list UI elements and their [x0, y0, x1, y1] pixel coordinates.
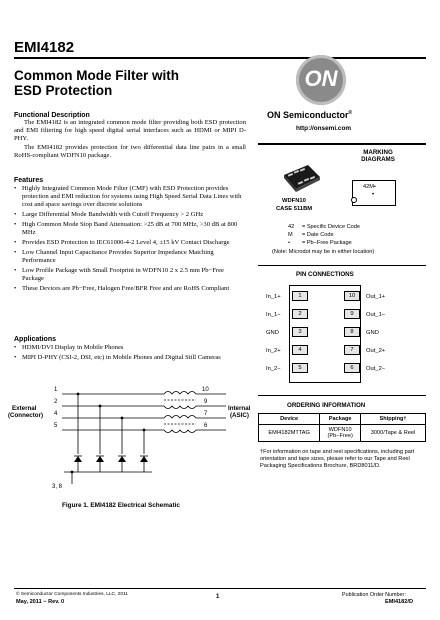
pin-label-right: 9 [204, 399, 208, 405]
package-cell-2: (Pb−Free) [327, 433, 353, 439]
device-cell: EMI4182MTTAG [259, 425, 320, 442]
brand-name [267, 110, 352, 120]
internal-label: Internal [228, 405, 251, 412]
pin-right-name: Out_2− [366, 366, 386, 372]
legend-value: = Pb−Free Package [302, 240, 352, 246]
legend-row [288, 239, 360, 247]
title-line-1: Common Mode Filter with [14, 68, 179, 83]
pin-right-num: 7 [344, 345, 360, 355]
pin-label-right: 6 [204, 423, 208, 429]
mark-dot: • [372, 192, 375, 198]
package-case: CASE 511BM [276, 206, 313, 212]
pin-label-left: 5 [54, 423, 58, 429]
pin-right-num: 10 [344, 291, 360, 301]
marking-diagram [352, 180, 396, 206]
marking-rule [258, 265, 426, 266]
pin-left-num: 2 [292, 309, 308, 319]
title-line-2: ESD Protection [14, 83, 113, 98]
reg-mark: ® [348, 110, 353, 116]
footer-pub-num: EMI4182/D [385, 599, 413, 605]
pin-label-left: 4 [54, 411, 58, 417]
legend-row [288, 223, 360, 231]
footer-page: 1 [216, 594, 220, 600]
figure-caption: Figure 1. EMI4182 Electrical Schematic [62, 502, 180, 509]
document-title [14, 68, 179, 98]
footer-date: May, 2011 − Rev. 0 [16, 599, 65, 605]
pin-right-num: 8 [344, 327, 360, 337]
pin-right-name: Out_2+ [366, 348, 386, 354]
feature-item: • Large Differential Mode Bandwidth with Cutoff Frequency > 2 GHz [14, 211, 246, 219]
applications-list [14, 344, 246, 362]
pin-left-name: In_2− [266, 366, 281, 372]
pin-left-name: In_1+ [266, 294, 281, 300]
pin-left-name: In_1− [266, 312, 281, 318]
col-shipping: Shipping† [361, 414, 426, 425]
pin-right-name: Out_1− [366, 312, 386, 318]
pin-right-name: Out_1+ [366, 294, 386, 300]
pins-heading: PIN CONNECTIONS [296, 271, 354, 278]
electrical-schematic [8, 380, 252, 510]
pin-label-left: 2 [54, 399, 58, 405]
external-label-2: (Connector) [8, 412, 44, 419]
pin-label-right: 7 [204, 411, 208, 417]
on-logo-text: ON [304, 66, 338, 91]
pin-left-num: 4 [292, 345, 308, 355]
package-name: WDFN10 [282, 198, 306, 204]
pin-label-right: 10 [202, 387, 209, 393]
legend-key: • [288, 240, 290, 246]
functional-heading: Functional Description [14, 112, 90, 119]
pins-rule [258, 395, 426, 396]
features-heading: Features [14, 177, 44, 184]
legend-key: 42 [288, 224, 295, 230]
col-package: Package [320, 414, 361, 425]
ordering-heading: ORDERING INFORMATION [287, 402, 366, 409]
application-item: • HDMI/DVI Display in Mobile Phones [14, 344, 246, 352]
header-rule [14, 57, 426, 59]
mark-code: 42M• [363, 184, 376, 190]
pin-row [266, 324, 416, 342]
brand-text: ON Semiconductor [267, 110, 349, 120]
marking-heading-2: DIAGRAMS [361, 156, 395, 163]
pin-label-left: 1 [54, 387, 58, 393]
legend-row [288, 231, 360, 239]
pin-row [266, 306, 416, 324]
pin-row [266, 360, 416, 378]
feature-item: • Low Profile Package with Small Footprint in WDFN10 2 x 2.5 mm Pb−Free Package [14, 267, 246, 283]
feature-item: • These Devices are Pb−Free, Halogen Free/BFR Free and are RoHS Compliant [14, 285, 246, 293]
pin1-indicator [351, 197, 357, 203]
logo-rule [258, 143, 426, 145]
pin-row [266, 288, 416, 306]
pin-right-num: 9 [344, 309, 360, 319]
on-logo [296, 55, 346, 105]
external-label: External [12, 405, 37, 412]
ground-pins-label: 3, 8 [52, 484, 63, 490]
legend-value: = Date Code [302, 232, 334, 238]
internal-label-2: (ASIC) [230, 412, 249, 419]
footer-copyright: © Semiconductor Components Industries, LLC, 2011 [16, 592, 128, 597]
footer-rule [14, 588, 426, 589]
applications-heading: Applications [14, 336, 57, 343]
feature-item: • Provides ESD Protection to IEC61000-4-2 Level 4, ±15 kV Contact Discharge [14, 239, 246, 247]
pin-left-num: 3 [292, 327, 308, 337]
functional-p1: The EMI4182 is an integrated common mode filter providing both ESD protection and EMI filtering for high speed digital serial interfaces such as HDMI or MIPI D-PHY. [14, 119, 246, 143]
pin-row [266, 342, 416, 360]
applications-section [14, 336, 246, 364]
part-number: EMI4182 [14, 39, 75, 56]
footer-pub-label: Publication Order Number: [342, 592, 406, 598]
ordering-table [258, 413, 426, 442]
package-cell-1: WDFN10 [328, 427, 352, 433]
marking-heading [348, 149, 408, 163]
pin-left-num: 1 [292, 291, 308, 301]
marking-note: (Note: Microdot may be in either location) [272, 249, 375, 255]
marking-heading-1: MARKING [363, 149, 393, 156]
feature-item: • Low Channel Input Capacitance Provides Superior Impedance Matching Performance [14, 249, 246, 265]
legend-value: = Specific Device Code [302, 224, 360, 230]
pin-right-name: GND [366, 330, 379, 336]
ordering-row [259, 425, 426, 442]
shipping-cell: 3000/Tape & Reel [361, 425, 426, 442]
ordering-header-row [259, 414, 426, 425]
pin-rows [266, 288, 416, 378]
website-url[interactable]: http://onsemi.com [296, 125, 352, 132]
features-list [14, 185, 246, 293]
marking-legend [288, 223, 360, 247]
functional-p2: The EMI4182 provides protection for two differential data line pairs in a small RoHS-compliant WDFN10 package. [14, 143, 246, 159]
application-item: • MIPI D-PHY (CSI-2, DSI, etc) in Mobile Phones and Digital Still Cameras [14, 354, 246, 362]
pin-left-name: In_2+ [266, 348, 281, 354]
functional-section [14, 112, 246, 160]
package-image [278, 161, 324, 195]
feature-item: • Highly Integrated Common Mode Filter (CMF) with ESD Protection provides protection and EMI reduction for systems using High Speed Serial Data Lines with cost and space savings over discrete solutions [14, 185, 246, 210]
features-section [14, 177, 246, 295]
pin-right-num: 6 [344, 363, 360, 373]
legend-key: M [288, 232, 293, 238]
col-device: Device [259, 414, 320, 425]
pin-left-name: GND [266, 330, 279, 336]
feature-item: • High Common Mode Stop Band Attenuation: >25 dB at 700 MHz, >30 dB at 800 MHz [14, 221, 246, 237]
pin-left-num: 5 [292, 363, 308, 373]
ordering-note: †For information on tape and reel specifications, including part orientation and tape sizes, please refer to our Tape and Reel Packaging Specifications Brochure, BRD8011/D. [260, 449, 415, 469]
package-cell [320, 425, 361, 442]
